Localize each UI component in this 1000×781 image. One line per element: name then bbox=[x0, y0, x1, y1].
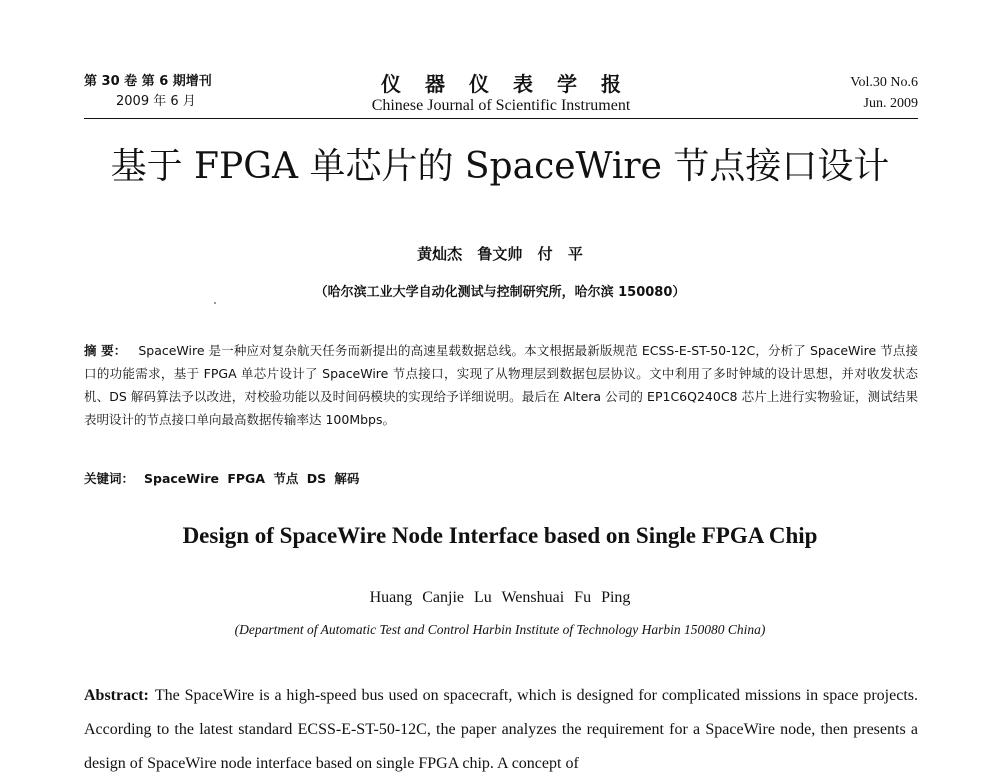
issue-line-1: 第 30 卷 第 6 期增刊 bbox=[84, 74, 212, 89]
journal-name bbox=[84, 72, 918, 116]
authors-en: Huang Canjie Lu Wenshuai Fu Ping bbox=[369, 589, 631, 606]
keywords-cn bbox=[84, 469, 918, 487]
header-rule bbox=[84, 118, 918, 119]
abstract-cn bbox=[84, 339, 918, 431]
journal-name-cn: 仪器仪表学报 bbox=[381, 72, 645, 96]
abstract-cn-text: SpaceWire 是一种应对复杂航天任务而新提出的高速星载数据总线。本文根据最新版规范 ECSS-E-ST-50-12C，分析了 SpaceWire 节点接口的功能需求，基于 FPGA 单芯片设计了 SpaceWire 节点接口，实现了从物理层到数据包层协议。文中利用了多时钟域的设计思想，并对收发状态机、DS 解码算法予以改进，对校验功能以及时间码模块的实现给予详细说明。最后在 Altera 公司的 EP1C6Q240C8 芯片上进行实物验证，测试结果表明设计的节点接口单向最高数据传输率达 100Mbps。 bbox=[84, 343, 918, 427]
abstract-en-text: The SpaceWire is a high-speed bus used on spacecraft, which is designed for complicated missions in space projects. According to the latest standard ECSS-E-ST-50-12C, the paper analyzes the requirement for a SpaceWire node, then presents a design of SpaceWire node interface based on single FPGA chip. A concept of bbox=[84, 687, 918, 772]
abstract-cn-label: 摘 要： bbox=[84, 343, 127, 358]
keywords-cn-text: SpaceWire FPGA 节点 DS 解码 bbox=[144, 471, 360, 486]
affiliation-en: (Department of Automatic Test and Control Harbin Institute of Technology Harbin 150080 China) bbox=[234, 622, 766, 637]
abstract-en-label: Abstract: bbox=[84, 687, 149, 704]
affiliation-cn: （哈尔滨工业大学自动化测试与控制研究所，哈尔滨 150080） bbox=[314, 285, 686, 300]
authors-cn: 黄灿杰 鲁文帅 付 平 bbox=[417, 245, 583, 263]
issue-line-2: 2009 年 6 月 bbox=[116, 94, 196, 109]
paper-title-cn: 基于 FPGA 单芯片的 SpaceWire 节点接口设计 bbox=[110, 146, 890, 187]
scan-speck bbox=[214, 302, 216, 304]
paper-title-en: Design of SpaceWire Node Interface based on Single FPGA Chip bbox=[182, 523, 818, 548]
publication-date: Jun. 2009 bbox=[863, 96, 918, 111]
volume-info bbox=[850, 72, 918, 114]
volume-number: Vol.30 No.6 bbox=[850, 75, 918, 90]
keywords-cn-label: 关键词： bbox=[84, 471, 135, 486]
page-header bbox=[84, 72, 918, 120]
journal-name-en: Chinese Journal of Scientific Instrument bbox=[371, 97, 631, 114]
abstract-en bbox=[84, 679, 918, 781]
